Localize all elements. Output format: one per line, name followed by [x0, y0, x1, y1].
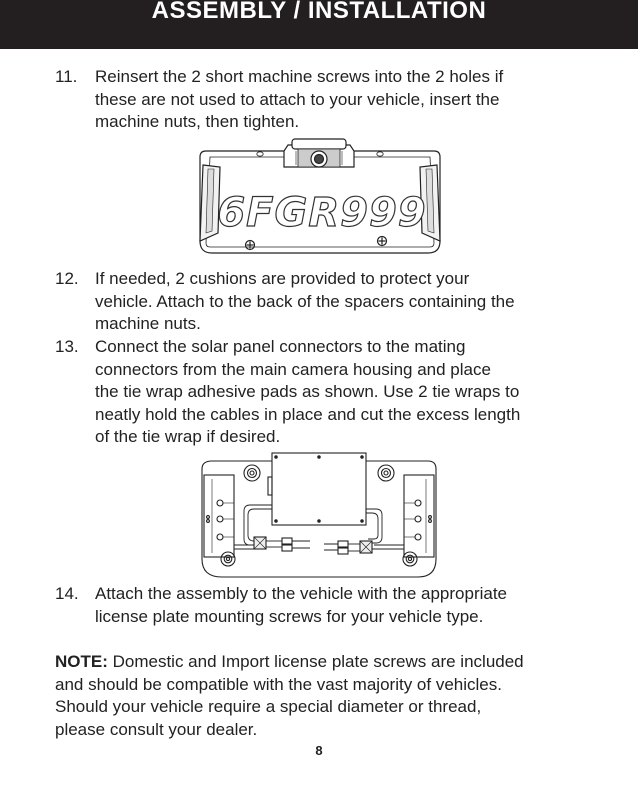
- step-text: If needed, 2 cushions are provided to protect your vehicle. Attach to the back of the spacers containing the machine nuts.: [95, 269, 515, 333]
- step-13: [55, 336, 595, 449]
- note-text: Domestic and Import license plate screws are included and should be compatible with the vast majority of vehicles. Should your vehicle require a special diameter or thread, please consult your dealer.: [55, 652, 524, 739]
- screw-icon: [246, 241, 255, 250]
- plate-number: 6FGR999: [217, 190, 427, 236]
- header-bar: [0, 0, 638, 49]
- step-number: 13.: [55, 337, 79, 356]
- step-number: 12.: [55, 269, 79, 288]
- note-label: NOTE:: [55, 652, 108, 671]
- screw-icon: [378, 237, 387, 246]
- step-11: [55, 66, 595, 134]
- bolt-icon: [221, 552, 235, 566]
- note-paragraph: [55, 651, 615, 741]
- step-number: 14.: [55, 584, 79, 603]
- bolt-icon: [244, 465, 260, 481]
- bolt-icon: [378, 465, 394, 481]
- step-14: [55, 583, 595, 628]
- connector-icon: [338, 541, 348, 547]
- page-number: 8: [315, 743, 323, 758]
- license-plate-figure: [194, 137, 446, 260]
- step-text: Connect the solar panel connectors to the mating connectors from the main camera housing and place the tie wrap adhesive pads as shown. Use 2 tie wraps to neatly hold the cables in place and cut the excess length of the tie wrap if desired.: [95, 337, 521, 446]
- step-text: Attach the assembly to the vehicle with the appropriate license plate mounting screws for your vehicle type.: [95, 584, 508, 626]
- step-number: 11.: [55, 67, 78, 86]
- connector-icon: [282, 538, 292, 544]
- wiring-back-view-figure: [198, 449, 442, 579]
- step-12: [55, 268, 595, 336]
- page-title: ASSEMBLY / INSTALLATION: [151, 0, 487, 24]
- bolt-icon: [403, 552, 417, 566]
- tie-wrap-pad-icon: [360, 541, 372, 553]
- solar-panel-box: [272, 453, 366, 525]
- tie-wrap-pad-icon: [254, 537, 266, 549]
- step-text: Reinsert the 2 short machine screws into the 2 holes if these are not used to attach to your vehicle, insert the machine nuts, then tighten.: [95, 67, 504, 131]
